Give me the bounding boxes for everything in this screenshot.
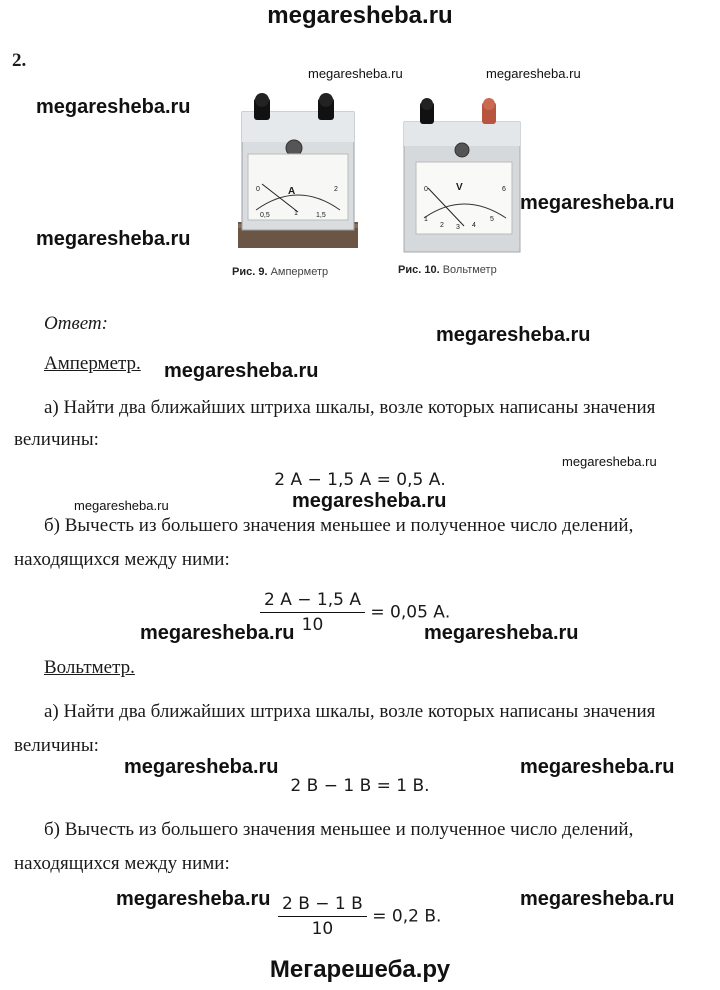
- watermark-big: megaresheba.ru: [436, 324, 591, 346]
- ammeter-caption-label: Рис. 9.: [232, 266, 268, 278]
- ammeter-caption: [232, 266, 328, 278]
- ammeter-heading: Амперметр.: [44, 353, 141, 374]
- voltmeter-fraction-denominator: 10: [311, 919, 334, 939]
- ammeter-formula-a: 2 А − 1,5 А = 0,5 А.: [274, 470, 446, 490]
- voltmeter-caption-text: Вольтметр: [442, 264, 497, 276]
- ammeter-scale-label: 0: [256, 186, 260, 193]
- ammeter-caption-text: Амперметр: [270, 266, 329, 278]
- voltmeter-caption: [398, 264, 497, 276]
- voltmeter-fraction: [278, 894, 367, 939]
- ammeter-step-b-line1: б) Вычесть из большего значения меньшее и полученное число делений,: [44, 515, 634, 536]
- ammeter-scale-label: 1: [294, 210, 298, 217]
- watermark-big: megaresheba.ru: [520, 756, 675, 778]
- header-watermark: megaresheba.ru: [267, 2, 453, 29]
- voltmeter-heading: Вольтметр.: [44, 657, 135, 678]
- ammeter-scale-label: 2: [334, 186, 338, 193]
- watermark-big: megaresheba.ru: [124, 756, 279, 778]
- ammeter-formula-b-result: = 0,05 А.: [370, 602, 451, 623]
- ammeter-scale-label: 0,5: [260, 212, 270, 219]
- watermark-small: megaresheba.ru: [562, 454, 657, 469]
- voltmeter-illustration: [398, 98, 528, 260]
- ammeter-fraction-denominator: 10: [301, 615, 324, 635]
- voltmeter-scale-label: 3: [456, 224, 460, 231]
- answer-label: Ответ:: [44, 313, 108, 334]
- voltmeter-fraction-numerator: 2 В − 1 В: [278, 894, 367, 917]
- ammeter-scale-label: 1,5: [316, 212, 326, 219]
- voltmeter-scale-label: 4: [472, 222, 476, 229]
- ammeter-illustration: [228, 92, 368, 260]
- voltmeter-step-a-line1: а) Найти два ближайших штриха шкалы, возле которых написаны значения: [44, 701, 656, 722]
- watermark-small: megaresheba.ru: [308, 66, 403, 81]
- voltmeter-formula-a: 2 В − 1 В = 1 В.: [290, 776, 430, 796]
- voltmeter-scale-label: 5: [490, 216, 494, 223]
- ammeter-step-b-line2: находящихся между ними:: [14, 549, 230, 570]
- watermark-big: megaresheba.ru: [292, 490, 447, 512]
- watermark-big: megaresheba.ru: [520, 192, 675, 214]
- footer-watermark: Мегарешеба.ру: [269, 956, 451, 983]
- watermark-small: megaresheba.ru: [74, 498, 169, 513]
- watermark-big: megaresheba.ru: [116, 888, 271, 910]
- watermark-big: megaresheba.ru: [520, 888, 675, 910]
- voltmeter-scale-label: 1: [424, 216, 428, 223]
- ammeter-step-a-line1: а) Найти два ближайших штриха шкалы, возле которых написаны значения: [44, 397, 656, 418]
- voltmeter-formula-b: [278, 894, 441, 939]
- ammeter-fraction-numerator: 2 А − 1,5 А: [260, 590, 365, 613]
- ammeter-unit: A: [288, 186, 296, 197]
- voltmeter-step-b-line1: б) Вычесть из большего значения меньшее и полученное число делений,: [44, 819, 634, 840]
- watermark-big: megaresheba.ru: [140, 622, 295, 644]
- voltmeter-step-b-line2: находящихся между ними:: [14, 853, 230, 874]
- ammeter-step-a-line2: величины:: [14, 429, 99, 450]
- watermark-small: megaresheba.ru: [486, 66, 581, 81]
- watermark-big: megaresheba.ru: [424, 622, 579, 644]
- voltmeter-scale-label: 2: [440, 222, 444, 229]
- voltmeter-scale-label: 0: [424, 186, 428, 193]
- task-number: 2.: [12, 50, 27, 71]
- voltmeter-formula-b-result: = 0,2 В.: [372, 906, 442, 927]
- voltmeter-caption-label: Рис. 10.: [398, 264, 440, 276]
- voltmeter-unit: V: [456, 182, 463, 193]
- watermark-big: megaresheba.ru: [36, 96, 191, 118]
- voltmeter-scale-label: 6: [502, 186, 506, 193]
- voltmeter-step-a-line2: величины:: [14, 735, 99, 756]
- watermark-big: megaresheba.ru: [36, 228, 191, 250]
- watermark-big: megaresheba.ru: [164, 360, 319, 382]
